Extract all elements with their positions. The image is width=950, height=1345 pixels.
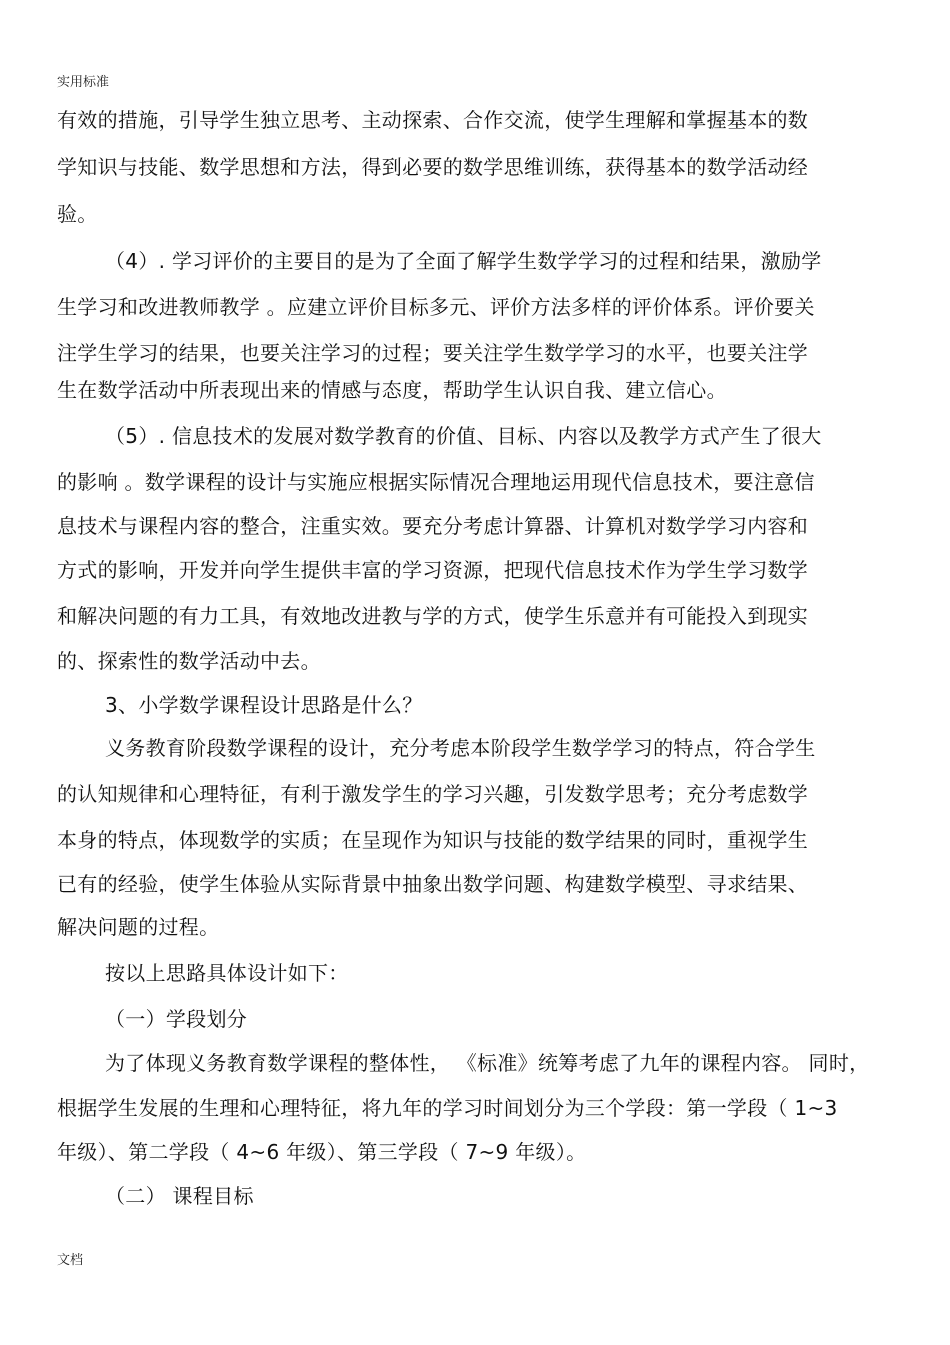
section-heading: （一）学段划分 [105, 1007, 248, 1031]
text-line: 注学生学习的结果，也要关注学习的过程；要关注学生数学学习的水平，也要关注学 [57, 341, 809, 365]
text-line: 按以上思路具体设计如下： [105, 961, 349, 985]
text-line: 为了体现义务教育数学课程的整体性， 《标准》统筹考虑了九年的课程内容。 同时， [105, 1051, 870, 1075]
text-line: 有效的措施，引导学生独立思考、主动探索、合作交流，使学生理解和掌握基本的数 [57, 108, 809, 132]
text-line: 息技术与课程内容的整合，注重实效。要充分考虑计算器、计算机对数学学习内容和 [57, 514, 809, 538]
text-line: 的影响 。数学课程的设计与实施应根据实际情况合理地运用现代信息技术，要注意信 [57, 470, 815, 494]
text-line: （5）. 信息技术的发展对数学教育的价值、目标、内容以及教学方式产生了很大 [105, 424, 822, 448]
text-line: 根据学生发展的生理和心理特征，将九年的学习时间划分为三个学段：第一学段（ 1~3 [57, 1096, 838, 1120]
section-heading: （二） 课程目标 [105, 1184, 254, 1208]
section-heading: 3、小学数学课程设计思路是什么？ [105, 693, 423, 717]
text-line: 验。 [57, 202, 98, 226]
text-line: 生在数学活动中所表现出来的情感与态度，帮助学生认识自我、建立信心。 [57, 378, 727, 402]
text-line: 生学习和改进教师教学 。应建立评价目标多元、评价方法多样的评价体系。评价要关 [57, 295, 815, 319]
text-line: 的认知规律和心理特征，有利于激发学生的学习兴趣，引发数学思考；充分考虑数学 [57, 782, 809, 806]
text-line: 已有的经验，使学生体验从实际背景中抽象出数学问题、构建数学模型、寻求结果、 [57, 872, 809, 896]
text-line: 学知识与技能、数学思想和方法，得到必要的数学思维训练，获得基本的数学活动经 [57, 155, 809, 179]
text-line: （4）. 学习评价的主要目的是为了全面了解学生数学学习的过程和结果，激励学 [105, 249, 822, 273]
text-line: 解决问题的过程。 [57, 915, 220, 939]
text-line: 本身的特点，体现数学的实质；在呈现作为知识与技能的数学结果的同时，重视学生 [57, 828, 809, 852]
text-line: 方式的影响，开发并向学生提供丰富的学习资源，把现代信息技术作为学生学习数学 [57, 558, 809, 582]
text-line: 义务教育阶段数学课程的设计，充分考虑本阶段学生数学学习的特点，符合学生 [105, 736, 816, 760]
text-line: 的、探索性的数学活动中去。 [57, 649, 321, 673]
text-line: 和解决问题的有力工具，有效地改进教与学的方式，使学生乐意并有可能投入到现实 [57, 604, 809, 628]
page-footer: 文档 [57, 1253, 84, 1268]
text-line: 年级）、第二学段（ 4~6 年级）、第三学段（ 7~9 年级）。 [57, 1140, 587, 1164]
page-header: 实用标准 [57, 75, 110, 90]
